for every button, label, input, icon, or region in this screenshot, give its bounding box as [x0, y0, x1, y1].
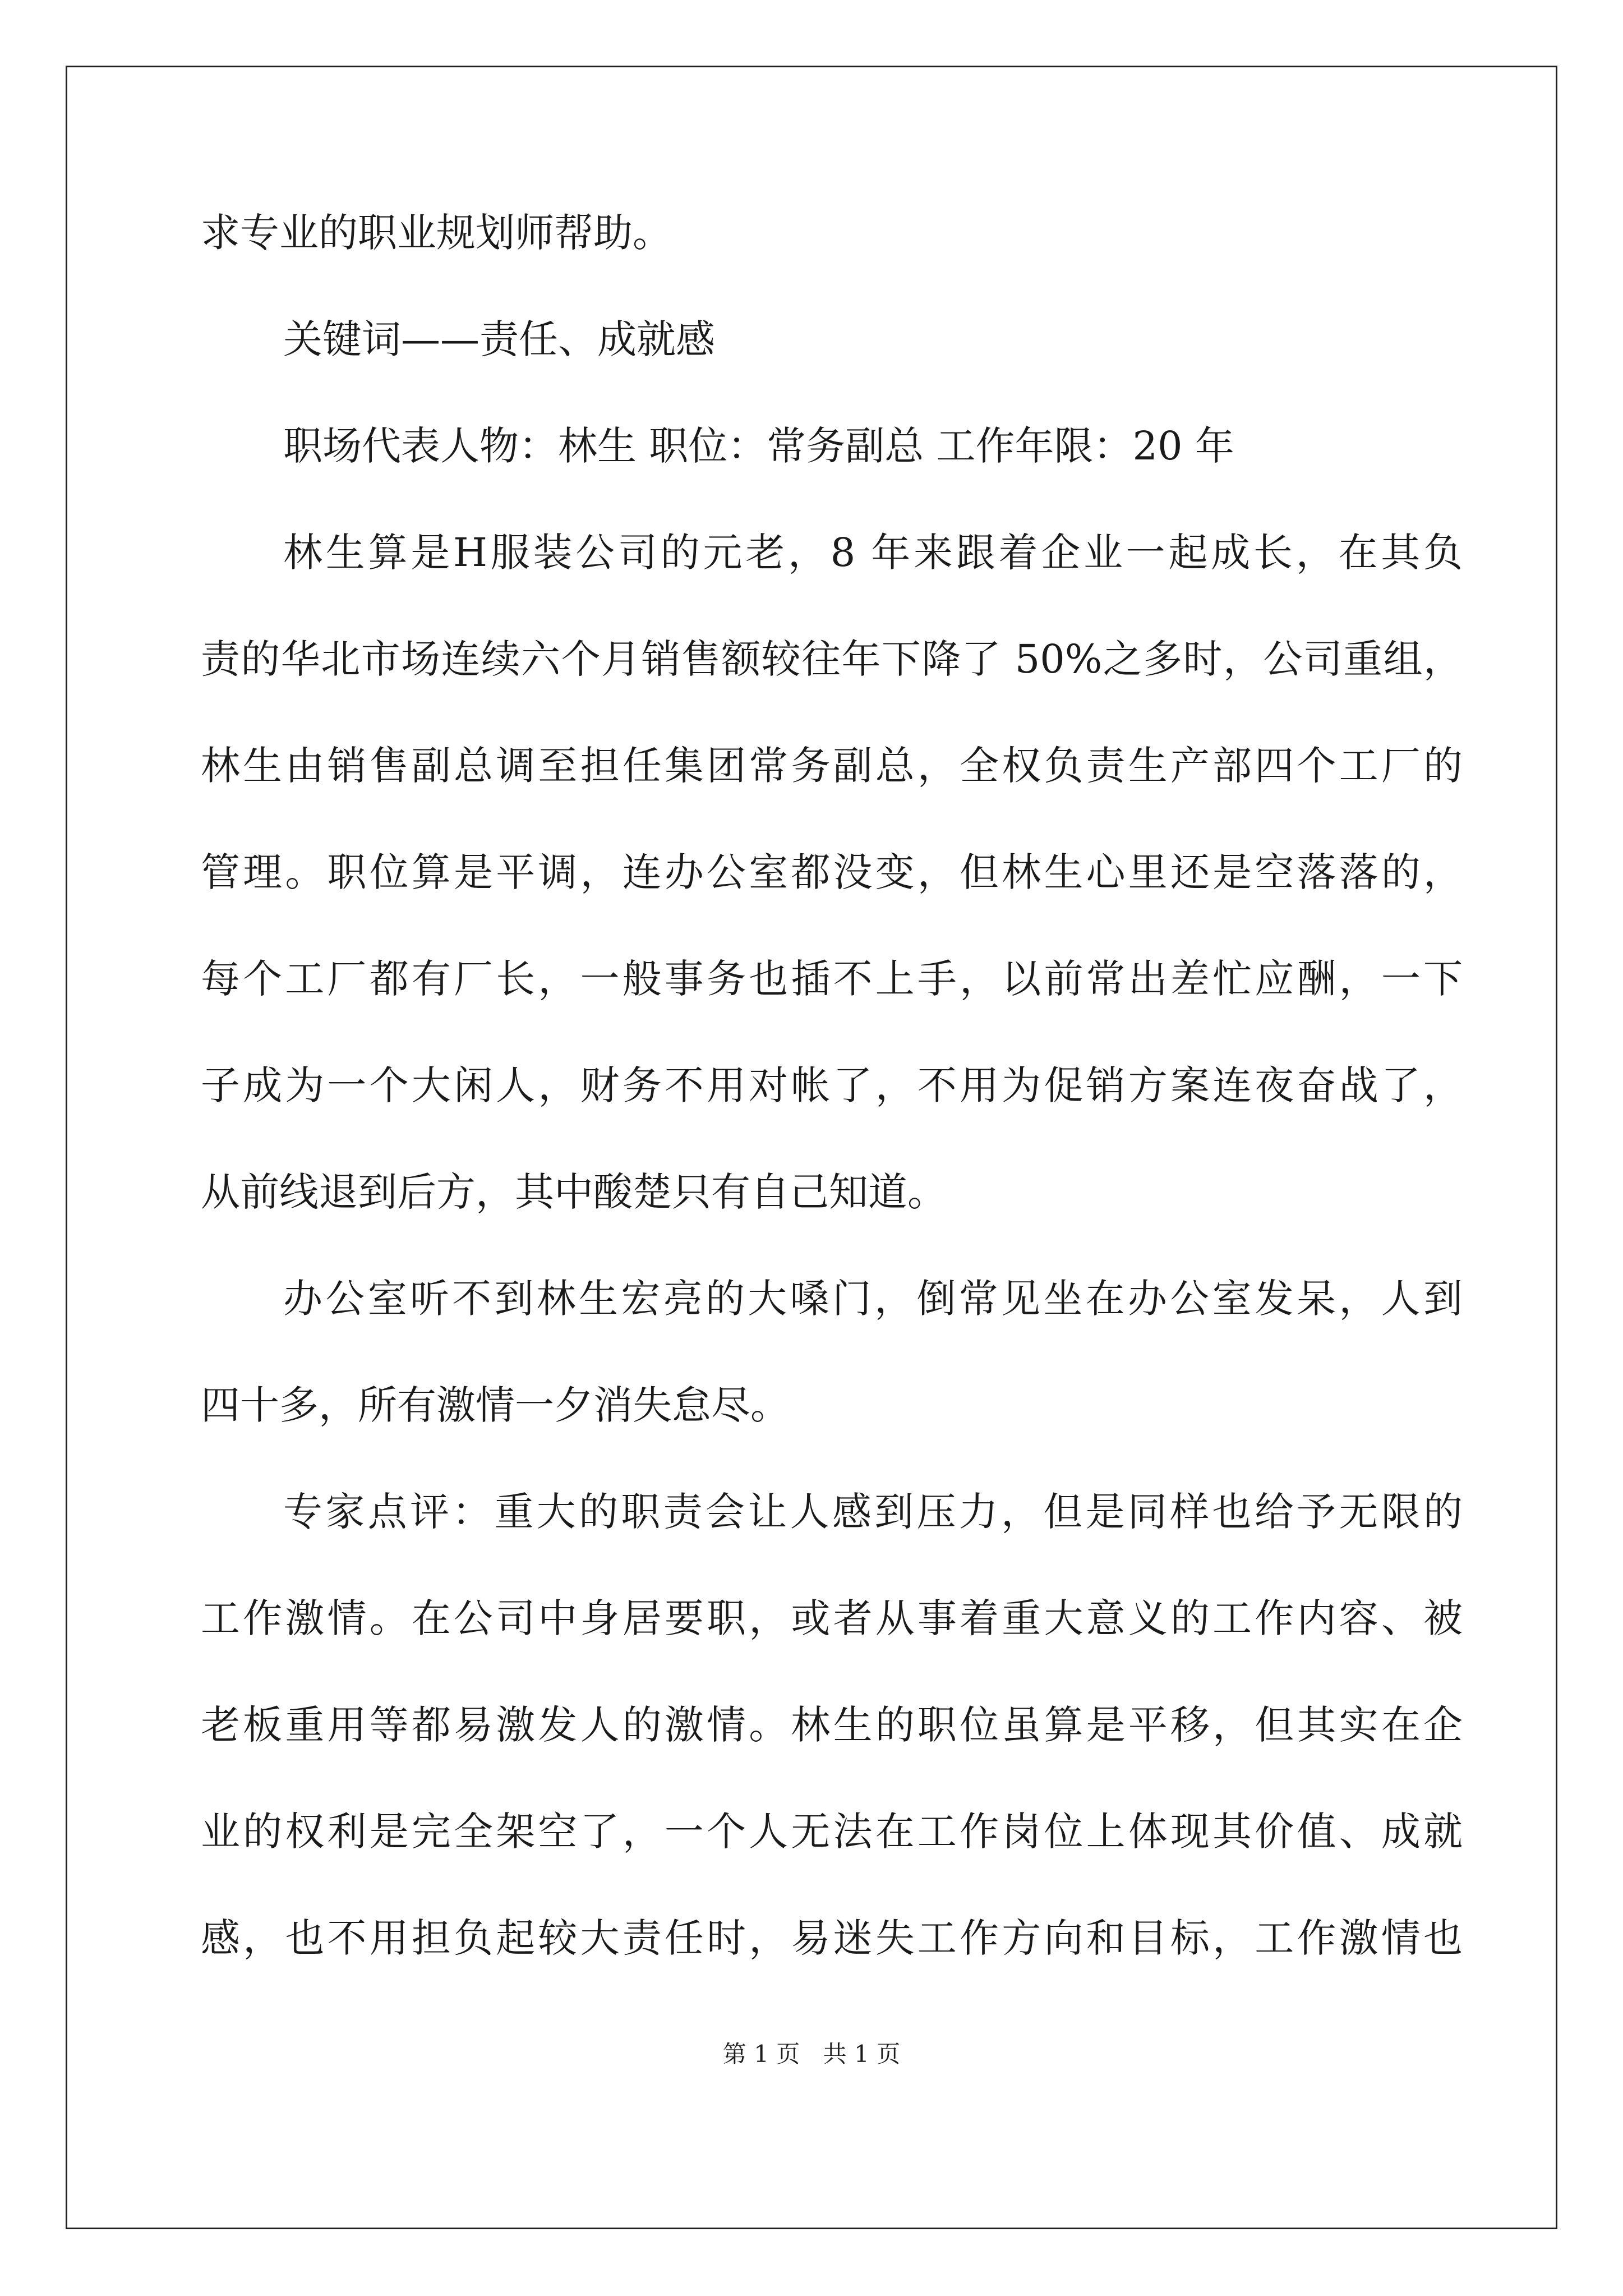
body-line: 专家点评：重大的职责会让人感到压力，但是同样也给予无限的 — [283, 1489, 1463, 1535]
page-total: 共 1 页 — [823, 2040, 901, 2068]
page-footer — [0, 2037, 1623, 2071]
body-line: 子成为一个大闲人，财务不用对帐了，不用为促销方案连夜奋战了， — [201, 1062, 1463, 1108]
body-line: 林生算是H服装公司的元老，8 年来跟着企业一起成长，在其负 — [283, 530, 1463, 576]
body-line: 关键词——责任、成就感 — [283, 316, 715, 362]
page-number: 第 1 页 — [722, 2040, 800, 2068]
body-line: 四十多，所有激情一夕消失怠尽。 — [201, 1382, 790, 1428]
body-line: 每个工厂都有厂长，一般事务也插不上手，以前常出差忙应酬，一下 — [201, 956, 1463, 1002]
body-line: 责的华北市场连续六个月销售额较往年下降了 50%之多时，公司重组， — [201, 636, 1463, 682]
body-line: 工作激情。在公司中身居要职，或者从事着重大意义的工作内容、被 — [201, 1595, 1463, 1641]
body-line: 业的权利是完全架空了，一个人无法在工作岗位上体现其价值、成就 — [201, 1809, 1463, 1855]
body-line: 感，也不用担负起较大责任时，易迷失工作方向和目标，工作激情也 — [201, 1915, 1463, 1961]
body-line: 林生由销售副总调至担任集团常务副总，全权负责生产部四个工厂的 — [201, 743, 1463, 789]
body-line: 管理。职位算是平调，连办公室都没变，但林生心里还是空落落的， — [201, 849, 1463, 895]
body-line: 求专业的职业规划师帮助。 — [201, 210, 672, 256]
body-line: 办公室听不到林生宏亮的大嗓门，倒常见坐在办公室发呆，人到 — [283, 1276, 1463, 1322]
body-line: 职场代表人物：林生 职位：常务副总 工作年限：20 年 — [283, 423, 1234, 469]
body-line: 老板重用等都易激发人的激情。林生的职位虽算是平移，但其实在企 — [201, 1702, 1463, 1748]
document-body — [201, 205, 1463, 2017]
body-line: 从前线退到后方，其中酸楚只有自己知道。 — [201, 1169, 947, 1215]
